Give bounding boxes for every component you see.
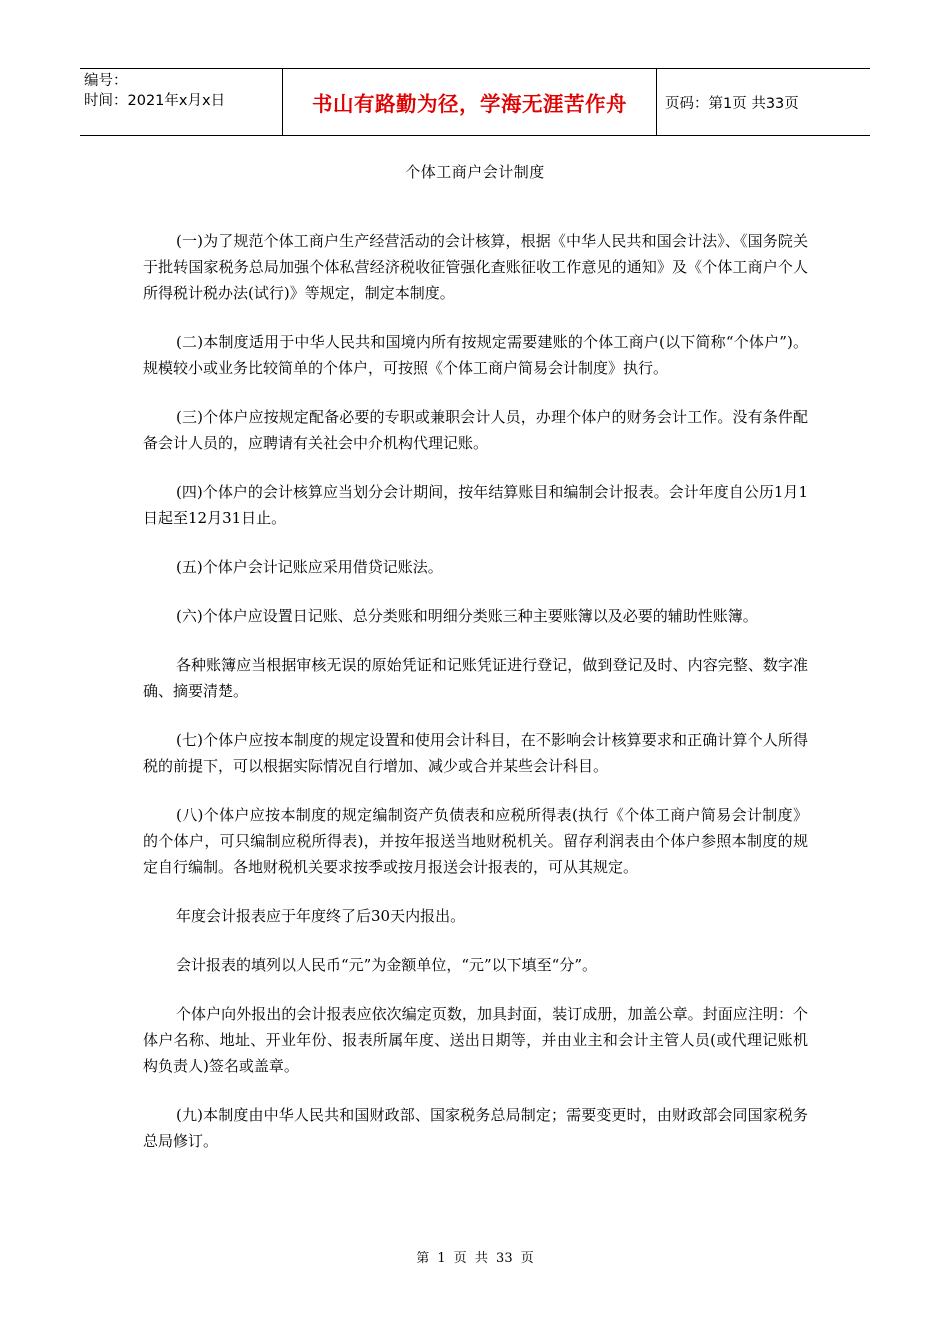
paragraph: (四)个体户的会计核算应当划分会计期间，按年结算账目和编制会计报表。会计年度自公历1月1日起至12月31日止。 [143,483,808,527]
document-date-label: 时间：2021年x月x日 [84,93,226,109]
paragraph: (六)个体户应设置日记账、总分类账和明细分类账三种主要账簿以及必要的辅助性账簿。 [176,607,758,625]
page-header [80,68,870,136]
paragraph: (一)为了规范个体工商户生产经营活动的会计核算，根据《中华人民共和国会计法》、《国务院关于批转国家税务总局加强个体私营经济税收征管强化查账征收工作意见的通知》及《个体工商户个人所得税计税办法(试行)》等规定，制定本制度。 [143,232,808,302]
header-motto-cell [282,69,657,135]
page-footer: 第 1 页 共 33 页 [416,1251,534,1266]
header-page-info-cell [657,69,870,135]
paragraph: 个体户向外报出的会计报表应依次编定页数，加具封面，装订成册，加盖公章。封面应注明：个体户名称、地址、开业年份、报表所属年度、送出日期等，并由业主和会计主管人员(或代理记账机构负责人)签名或盖章。 [143,1005,808,1075]
document-body [143,228,808,1177]
paragraph: (七)个体户应按本制度的规定设置和使用会计科目，在不影响会计核算要求和正确计算个人所得税的前提下，可以根据实际情况自行增加、减少或合并某些会计科目。 [143,731,808,775]
header-motto: 书山有路勤为径，学海无涯苦作舟 [312,92,627,116]
header-left-cell [80,69,282,135]
paragraph: (五)个体户会计记账应采用借贷记账法。 [176,558,443,576]
paragraph: (八)个体户应按本制度的规定编制资产负债表和应税所得表(执行《个体工商户简易会计制度》的个体户，可只编制应税所得表)，并按年报送当地财税机关。留存利润表由个体户参照本制度的规定自行编制。各地财税机关要求按季或按月报送会计报表的，可从其规定。 [143,806,808,876]
paragraph: (三)个体户应按规定配备必要的专职或兼职会计人员，办理个体户的财务会计工作。没有条件配备会计人员的，应聘请有关社会中介机构代理记账。 [143,408,808,452]
paragraph: 会计报表的填列以人民币“元”为金额单位，“元”以下填至“分”。 [176,956,598,974]
paragraph: (九)本制度由中华人民共和国财政部、国家税务总局制定；需要变更时，由财政部会同国家税务总局修订。 [143,1106,808,1150]
paragraph: 年度会计报表应于年度终了后30天内报出。 [176,907,466,925]
document-number-label: 编号： [84,73,128,89]
header-page-info: 页码：第1页 共33页 [665,95,799,112]
document-title: 个体工商户会计制度 [405,163,545,181]
paragraph: 各种账簿应当根据审核无误的原始凭证和记账凭证进行登记，做到登记及时、内容完整、数字准确、摘要清楚。 [143,656,808,700]
paragraph: (二)本制度适用于中华人民共和国境内所有按规定需要建账的个体工商户(以下简称“个体户”)。规模较小或业务比较简单的个体户，可按照《个体工商户简易会计制度》执行。 [143,333,808,377]
